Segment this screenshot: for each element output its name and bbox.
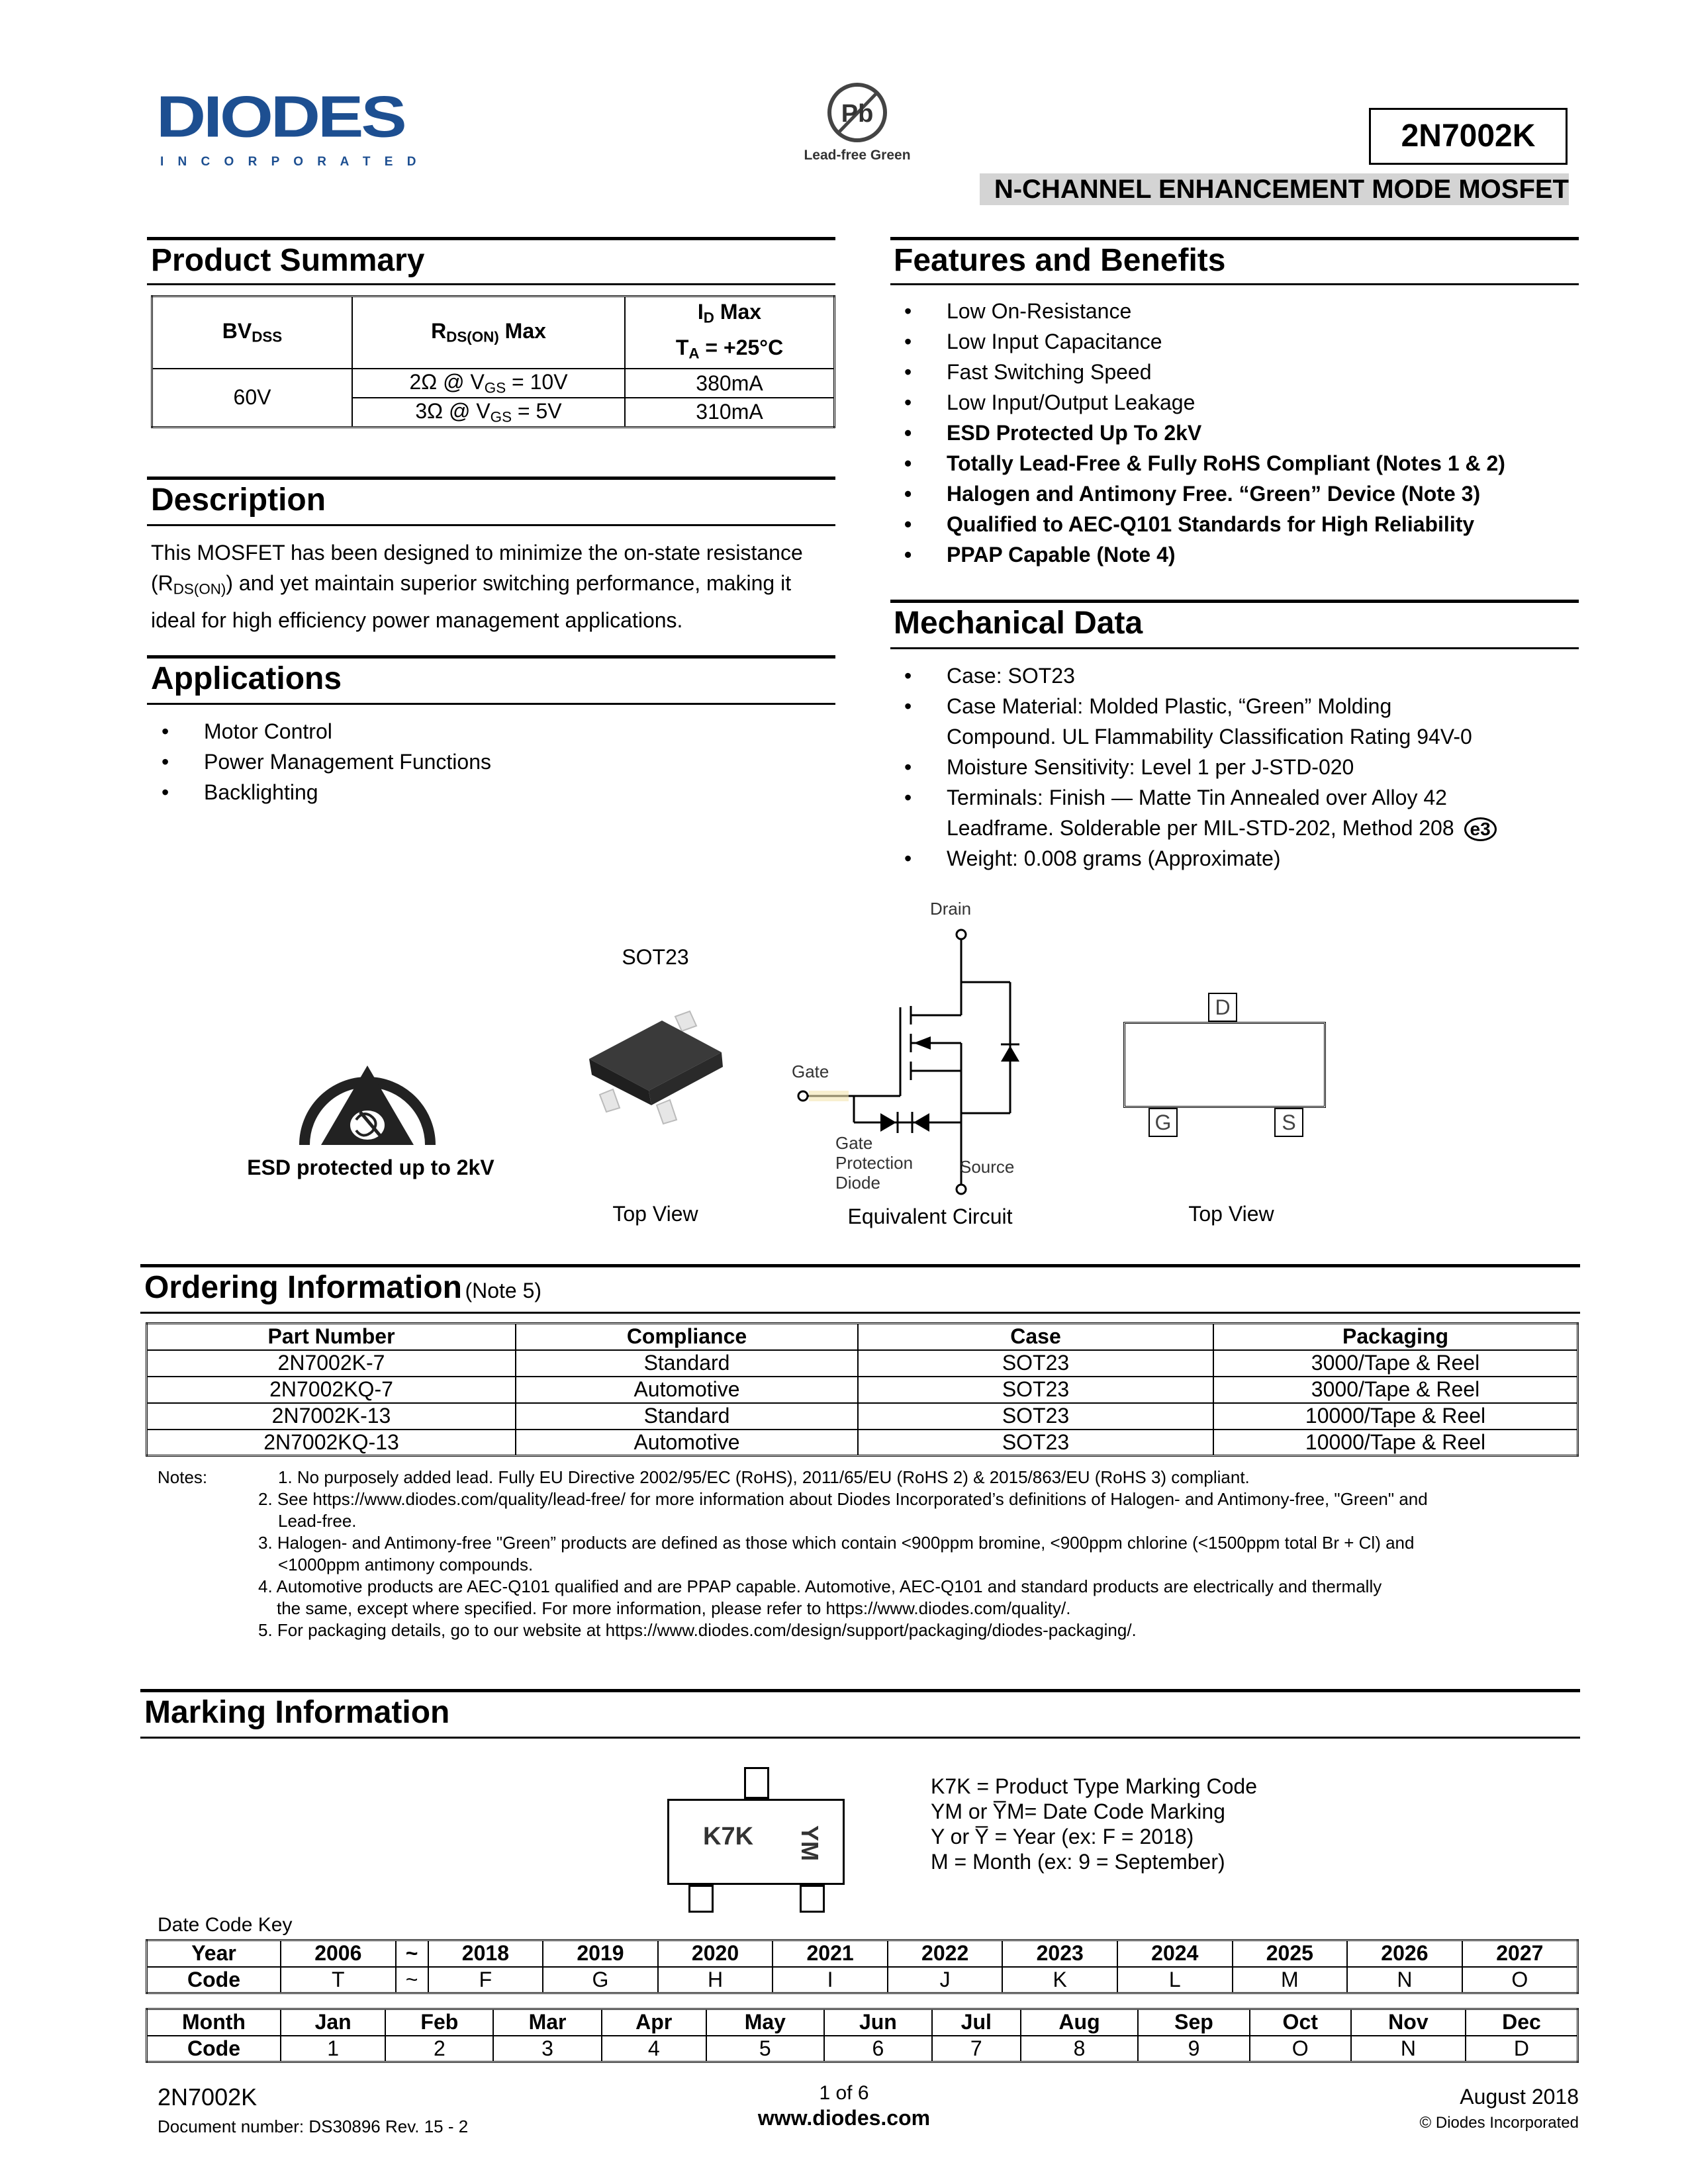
sot23-label: SOT23	[622, 945, 689, 969]
marking-chip-diagram	[662, 1767, 861, 1913]
ordering-title: Ordering Information (Note 5)	[144, 1270, 542, 1305]
ordering-header-part: Part Number	[147, 1324, 516, 1350]
year-code-table	[146, 1939, 1579, 1994]
list-item: • PPAP Capable (Note 4)	[899, 539, 1574, 570]
note-3-cont: <1000ppm antimony compounds.	[278, 1555, 534, 1574]
legend-line-1: K7K = Product Type Marking Code	[931, 1774, 1258, 1798]
pinout-body	[1123, 1022, 1326, 1108]
lead-free-label: Lead-free Green	[804, 148, 911, 163]
marking-rule-bottom	[140, 1737, 1580, 1739]
subtitle-text: N-CHANNEL ENHANCEMENT MODE MOSFET	[994, 175, 1569, 204]
table-row: 2N7002K-13 Standard SOT23 10000/Tape & Reel	[147, 1403, 1578, 1430]
note-2-cont: Lead-free.	[278, 1511, 357, 1531]
product-summary-table	[151, 295, 835, 428]
summary-rule-bottom	[147, 283, 835, 285]
ordering-table	[146, 1322, 1579, 1457]
list-item: • Case: SOT23	[899, 660, 1574, 691]
note-5: 5. For packaging details, go to our website at https://www.diodes.com/design/support/packaging/diodes-packaging/.	[258, 1620, 1137, 1640]
note-2: 2. See https://www.diodes.com/quality/lead-free/ for more information about Diodes Incorporated’s definitions of Halogen- and Antimony-free, "Green" and	[258, 1489, 1428, 1509]
month-row: Month Jan Feb Mar Apr May Jun Jul Aug Sep Oct Nov Dec	[147, 2009, 1578, 2036]
col-rds: $R_{DS(ON)}$ Max	[352, 296, 625, 369]
applications-rule-bottom	[147, 703, 835, 705]
rds-row-1: 2Ω @ $V_{GS} = 10V$	[352, 369, 625, 398]
table-row: 2N7002KQ-13 Automotive SOT23 10000/Tape & Reel	[147, 1430, 1578, 1456]
footer-date: August 2018	[1460, 2085, 1579, 2109]
marking-legend	[931, 1774, 1257, 1874]
ordering-header-compliance: Compliance	[516, 1324, 858, 1350]
marking-rule-top	[140, 1689, 1580, 1692]
applications-rule-top	[147, 655, 835, 659]
note-4-cont: the same, except where specified. For more information, please refer to https://www.diodes.com/quality/.	[277, 1598, 1071, 1618]
footer-website[interactable]: www.diodes.com	[757, 2106, 931, 2130]
footer-part: 2N7002K	[158, 2083, 258, 2111]
legend-line-4: M = Month (ex: 9 = September)	[931, 1850, 1225, 1874]
diodes-logo	[156, 86, 454, 172]
footer-page: 1 of 6	[819, 2082, 869, 2104]
table-row: 2N7002K-7 Standard SOT23 3000/Tape & Reel	[147, 1350, 1578, 1377]
features-rule-top	[890, 237, 1579, 240]
list-item: • Terminals: Finish — Matte Tin Annealed over Alloy 42 Leadframe. Solderable per MIL-STD-202, Method 208 e3	[899, 782, 1574, 843]
e3-icon: e3	[1464, 817, 1497, 841]
mechanical-rule-top	[890, 600, 1579, 603]
ordering-rule-top	[140, 1264, 1580, 1267]
chip-date: YM	[796, 1825, 823, 1861]
equivalent-circuit-diagram	[781, 908, 1059, 1199]
notes-list	[258, 1467, 1575, 1641]
marking-title: Marking Information	[144, 1695, 450, 1730]
table-row: 2N7002KQ-7 Automotive SOT23 3000/Tape & Reel	[147, 1377, 1578, 1403]
pin-d-label: D	[1215, 995, 1231, 1019]
mechanical-title: Mechanical Data	[894, 606, 1143, 641]
top-view-label-1: Top View	[612, 1202, 698, 1226]
chip-bottom-lead-left	[688, 1885, 714, 1913]
year-row: Year 2006 ~ 2018 2019 2020 2021 2022 2023 2024 2025 2026 2027	[147, 1940, 1578, 1967]
description-title: Description	[151, 482, 326, 518]
lead-free-icon	[791, 78, 923, 151]
applications-title: Applications	[151, 661, 342, 696]
list-item: • Backlighting	[156, 777, 818, 807]
month-code-table	[146, 2008, 1579, 2063]
logo-subtext: I N C O R P O R A T E D	[160, 155, 422, 169]
summary-rule-top	[147, 237, 835, 240]
mechanical-list	[899, 660, 1574, 874]
list-item: • Low Input Capacitance	[899, 326, 1574, 357]
list-item: • Qualified to AEC-Q101 Standards for High Reliability	[899, 509, 1574, 539]
year-code-row: Code T ~ F G H I J K L M N O	[147, 1967, 1578, 1993]
list-item: • Case Material: Molded Plastic, “Green” Molding Compound. UL Flammability Classification Rating 94V-0	[899, 691, 1574, 752]
list-item: • Power Management Functions	[156, 747, 818, 777]
note-1: 1. No purposely added lead. Fully EU Directive 2002/95/EC (RoHS), 2011/65/EU (RoHS 2) & 2015/863/EU (RoHS 3) compliant.	[278, 1467, 1250, 1487]
ordering-header-packaging: Packaging	[1213, 1324, 1578, 1350]
list-item: • Moisture Sensitivity: Level 1 per J-STD-020	[899, 752, 1574, 782]
mechanical-rule-bottom	[890, 647, 1579, 649]
pb-symbol: Pb	[841, 100, 874, 128]
description-line-1: This MOSFET has been designed to minimize the on-state resistance	[151, 541, 803, 565]
col-id: $I_D$ Max $T_A = +25^\circ C$	[625, 296, 835, 369]
description-body	[151, 537, 835, 635]
month-code-row: Code 1 2 3 4 5 6 7 8 9 O N D	[147, 2036, 1578, 2062]
list-item: • Halogen and Antimony Free. “Green” Device (Note 3)	[899, 478, 1574, 509]
description-line-3: ideal for high efficiency power management applications.	[151, 608, 683, 632]
source-label: Source	[960, 1157, 1015, 1177]
features-rule-bottom	[890, 283, 1579, 285]
description-line-2: $(R_{DS(ON)})$ and yet maintain superior switching performance, making it	[151, 571, 792, 598]
chip-code: K7K	[703, 1823, 754, 1850]
note-4: 4. Automotive products are AEC-Q101 qualified and are PPAP capable. Automotive, AEC-Q101 and standard products are electrically and thermally	[258, 1576, 1382, 1596]
product-subtitle	[980, 173, 1569, 205]
part-number-box	[1369, 108, 1568, 165]
list-item: • Motor Control	[156, 716, 818, 747]
lead-free-badge	[791, 78, 923, 171]
notes-label: Notes:	[158, 1467, 208, 1487]
description-rule-top	[147, 477, 835, 480]
ordering-rule-bottom	[140, 1312, 1580, 1314]
chip-top-lead	[744, 1767, 769, 1799]
ordering-header-case: Case	[858, 1324, 1213, 1350]
part-number: 2N7002K	[1401, 118, 1536, 154]
id-row-2: 310mA	[625, 398, 835, 427]
product-summary-title: Product Summary	[151, 243, 425, 278]
logo-text: DIODES	[156, 84, 404, 150]
top-view-label-2: Top View	[1188, 1202, 1274, 1226]
list-item: • ESD Protected Up To 2kV	[899, 418, 1574, 448]
features-title: Features and Benefits	[894, 243, 1226, 278]
description-rule-bottom	[147, 524, 835, 526]
footer-copyright: © Diodes Incorporated	[1419, 2114, 1579, 2132]
list-item: • Low On-Resistance	[899, 296, 1574, 326]
date-code-key-label: Date Code Key	[158, 1914, 293, 1936]
pin-g-label: G	[1154, 1111, 1172, 1134]
gate-label: Gate	[792, 1062, 829, 1081]
note-3: 3. Halogen- and Antimony-free "Green” products are defined as those which contain <900ppm bromine, <900ppm chlorine (<1500ppm total Br + Cl) and	[258, 1533, 1415, 1553]
list-item: • Fast Switching Speed	[899, 357, 1574, 387]
applications-list	[156, 716, 818, 807]
list-item: • Totally Lead-Free & Fully RoHS Compliant (Notes 1 & 2)	[899, 448, 1574, 478]
sot23-package-image	[583, 1006, 728, 1138]
footer-doc-number: Document number: DS30896 Rev. 15 - 2	[158, 2116, 469, 2136]
col-bvdss: $BV_{DSS}$	[152, 296, 353, 369]
list-item: • Weight: 0.008 grams (Approximate)	[899, 843, 1574, 874]
chip-bottom-lead-right	[800, 1885, 825, 1913]
equivalent-circuit-caption: Equivalent Circuit	[847, 1205, 1013, 1228]
pin-s-label: S	[1282, 1111, 1296, 1134]
esd-warning-icon	[291, 1032, 444, 1152]
legend-line-2: YM or Y̅M= Date Code Marking	[931, 1799, 1225, 1823]
bvdss-value: 60V	[152, 369, 353, 427]
id-row-1: 380mA	[625, 369, 835, 398]
pinout-diagram	[1122, 993, 1334, 1152]
rds-row-2: 3Ω @ $V_{GS} = 5V$	[352, 398, 625, 427]
legend-line-3: Y or Y̅ = Year (ex: F = 2018)	[931, 1825, 1194, 1848]
gate-protection-diode-label: Gate Protection Diode	[835, 1133, 914, 1193]
drain-label: Drain	[930, 899, 972, 919]
features-list	[899, 296, 1574, 570]
list-item: • Low Input/Output Leakage	[899, 387, 1574, 418]
esd-caption: ESD protected up to 2kV	[247, 1156, 494, 1179]
